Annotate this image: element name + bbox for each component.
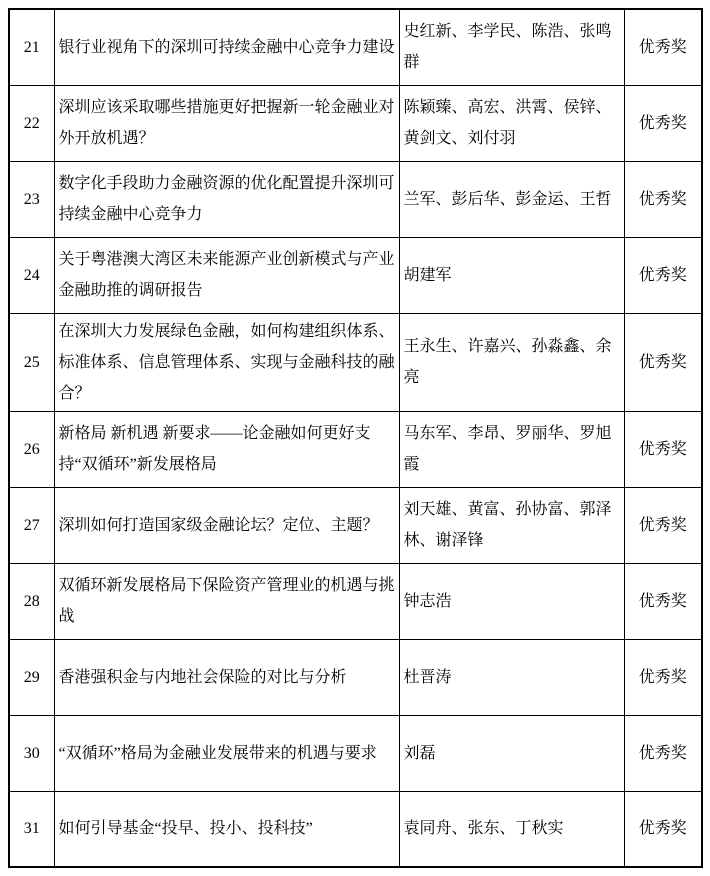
- entry-title: 如何引导基金“投早、投小、投科技”: [54, 791, 399, 867]
- entry-title: 香港强积金与内地社会保险的对比与分析: [54, 639, 399, 715]
- award-label: 优秀奖: [624, 791, 702, 867]
- award-label: 优秀奖: [624, 487, 702, 563]
- row-number: 22: [9, 85, 54, 161]
- entry-title: 在深圳大力发展绿色金融，如何构建组织体系、标准体系、信息管理体系、实现与金融科技的融合？: [54, 313, 399, 411]
- awards-table-body: [9, 9, 702, 867]
- row-number: 29: [9, 639, 54, 715]
- entry-title: “双循环”格局为金融业发展带来的机遇与要求: [54, 715, 399, 791]
- table-row: [9, 313, 702, 411]
- award-label: 优秀奖: [624, 715, 702, 791]
- row-number: 30: [9, 715, 54, 791]
- entry-authors: 杜晋涛: [399, 639, 624, 715]
- awards-table: [8, 8, 703, 868]
- table-row: [9, 411, 702, 487]
- table-row: [9, 85, 702, 161]
- award-label: 优秀奖: [624, 411, 702, 487]
- table-row: [9, 563, 702, 639]
- award-label: 优秀奖: [624, 639, 702, 715]
- award-label: 优秀奖: [624, 237, 702, 313]
- row-number: 31: [9, 791, 54, 867]
- table-row: [9, 487, 702, 563]
- entry-authors: 钟志浩: [399, 563, 624, 639]
- entry-authors: 马东军、李昂、罗丽华、罗旭霞: [399, 411, 624, 487]
- entry-authors: 刘天雄、黄富、孙协富、郭泽林、谢泽锋: [399, 487, 624, 563]
- table-row: [9, 237, 702, 313]
- row-number: 24: [9, 237, 54, 313]
- award-label: 优秀奖: [624, 9, 702, 85]
- entry-title: 新格局 新机遇 新要求——论金融如何更好支持“双循环”新发展格局: [54, 411, 399, 487]
- row-number: 21: [9, 9, 54, 85]
- entry-authors: 刘磊: [399, 715, 624, 791]
- entry-authors: 王永生、许嘉兴、孙淼鑫、余亮: [399, 313, 624, 411]
- row-number: 26: [9, 411, 54, 487]
- row-number: 23: [9, 161, 54, 237]
- entry-title: 关于粤港澳大湾区未来能源产业创新模式与产业金融助推的调研报告: [54, 237, 399, 313]
- award-label: 优秀奖: [624, 85, 702, 161]
- award-label: 优秀奖: [624, 563, 702, 639]
- entry-authors: 兰军、彭后华、彭金运、王哲: [399, 161, 624, 237]
- entry-title: 深圳应该采取哪些措施更好把握新一轮金融业对外开放机遇？: [54, 85, 399, 161]
- award-label: 优秀奖: [624, 161, 702, 237]
- entry-title: 银行业视角下的深圳可持续金融中心竞争力建设: [54, 9, 399, 85]
- table-row: [9, 9, 702, 85]
- award-label: 优秀奖: [624, 313, 702, 411]
- table-row: [9, 161, 702, 237]
- entry-authors: 史红新、李学民、陈浩、张鸣群: [399, 9, 624, 85]
- entry-authors: 袁同舟、张东、丁秋实: [399, 791, 624, 867]
- entry-title: 双循环新发展格局下保险资产管理业的机遇与挑战: [54, 563, 399, 639]
- entry-authors: 胡建军: [399, 237, 624, 313]
- table-row: [9, 639, 702, 715]
- table-row: [9, 715, 702, 791]
- table-row: [9, 791, 702, 867]
- row-number: 25: [9, 313, 54, 411]
- entry-authors: 陈颖臻、高宏、洪霄、侯锌、黄剑文、刘付羽: [399, 85, 624, 161]
- entry-title: 深圳如何打造国家级金融论坛？定位、主题？: [54, 487, 399, 563]
- row-number: 28: [9, 563, 54, 639]
- entry-title: 数字化手段助力金融资源的优化配置提升深圳可持续金融中心竞争力: [54, 161, 399, 237]
- row-number: 27: [9, 487, 54, 563]
